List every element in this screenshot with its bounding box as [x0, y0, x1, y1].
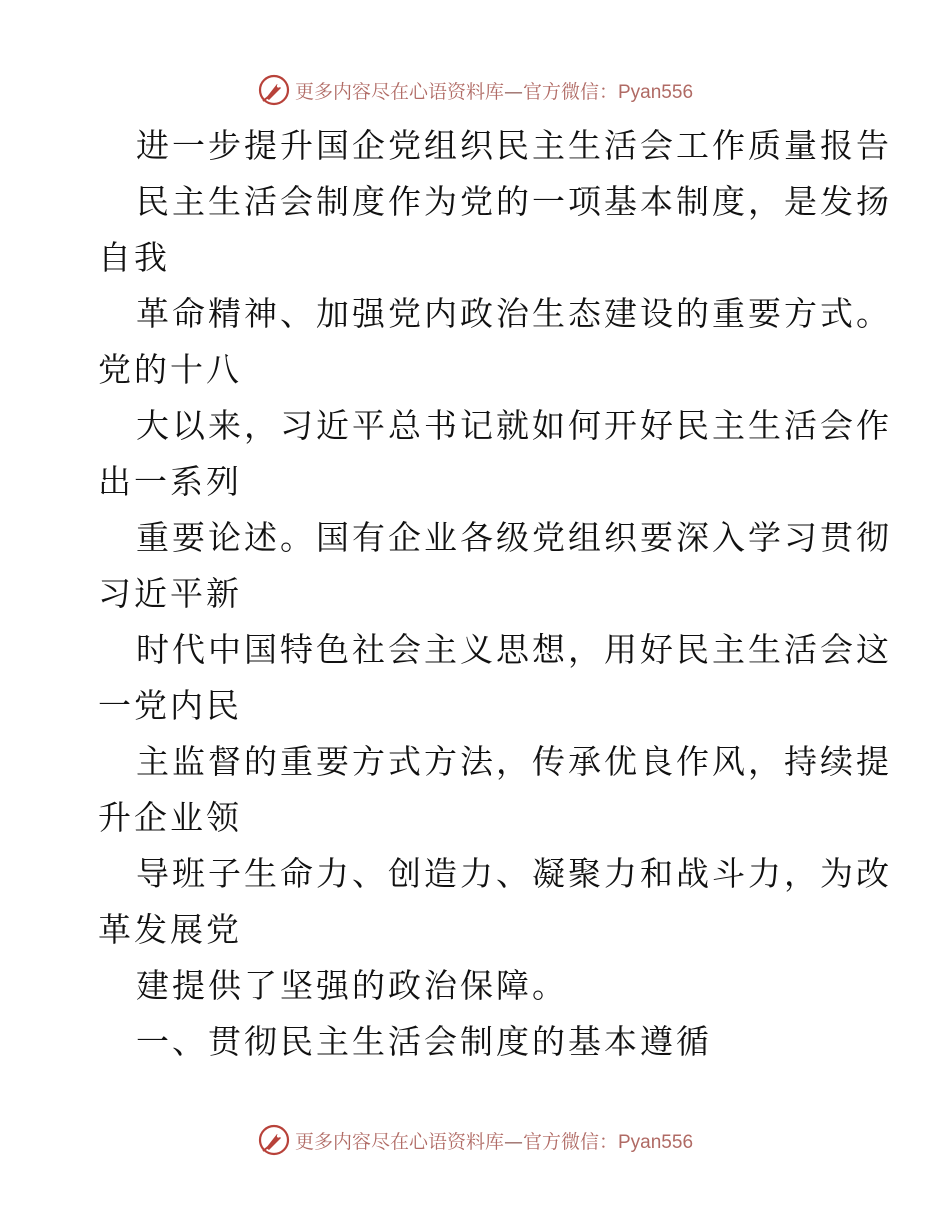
header-watermark-banner: [0, 72, 950, 108]
header-banner-text: [295, 77, 693, 104]
footer-watermark-banner: [0, 1122, 950, 1158]
document-line: 党的十八: [98, 350, 242, 389]
document-line: 民主生活会制度作为党的一项基本制度，是发扬: [136, 182, 892, 221]
document-line: 革命精神、加强党内政治生态建设的重要方式。: [136, 294, 892, 333]
document-line: 一党内民: [98, 686, 242, 725]
banner-slogan: 更多内容尽在心语资料库: [294, 1130, 504, 1153]
document-line: 一、贯彻民主生活会制度的基本遵循: [136, 1022, 712, 1061]
pen-nib-icon: [257, 1123, 291, 1157]
document-line: 导班子生命力、创造力、凝聚力和战斗力，为改: [136, 854, 892, 893]
document-line: 革发展党: [98, 910, 242, 949]
document-line: 升企业领: [98, 798, 242, 837]
banner-wechat-id: Pyan556: [618, 81, 694, 103]
banner-official-label: 官方微信：: [522, 1130, 618, 1153]
document-line: 大以来，习近平总书记就如何开好民主生活会作: [136, 406, 892, 445]
document-line: 建提供了坚强的政治保障。: [136, 966, 568, 1005]
document-line: 主监督的重要方式方法，传承优良作风，持续提: [136, 742, 892, 781]
document-line: 自我: [98, 238, 170, 277]
footer-banner-text: [295, 1127, 693, 1154]
banner-slogan: 更多内容尽在心语资料库: [294, 80, 504, 103]
pen-nib-icon: [257, 73, 291, 107]
document-line: 重要论述。国有企业各级党组织要深入学习贯彻: [136, 518, 892, 557]
banner-separator: —: [503, 80, 523, 103]
banner-official-label: 官方微信：: [522, 80, 618, 103]
document-line: 出一系列: [98, 462, 242, 501]
document-line: 习近平新: [98, 574, 242, 613]
document-line: 时代中国特色社会主义思想，用好民主生活会这: [136, 630, 892, 669]
document-line: 进一步提升国企党组织民主生活会工作质量报告: [136, 126, 892, 165]
document-body: [98, 118, 892, 1070]
banner-separator: —: [503, 1130, 523, 1153]
banner-wechat-id: Pyan556: [618, 1131, 694, 1153]
